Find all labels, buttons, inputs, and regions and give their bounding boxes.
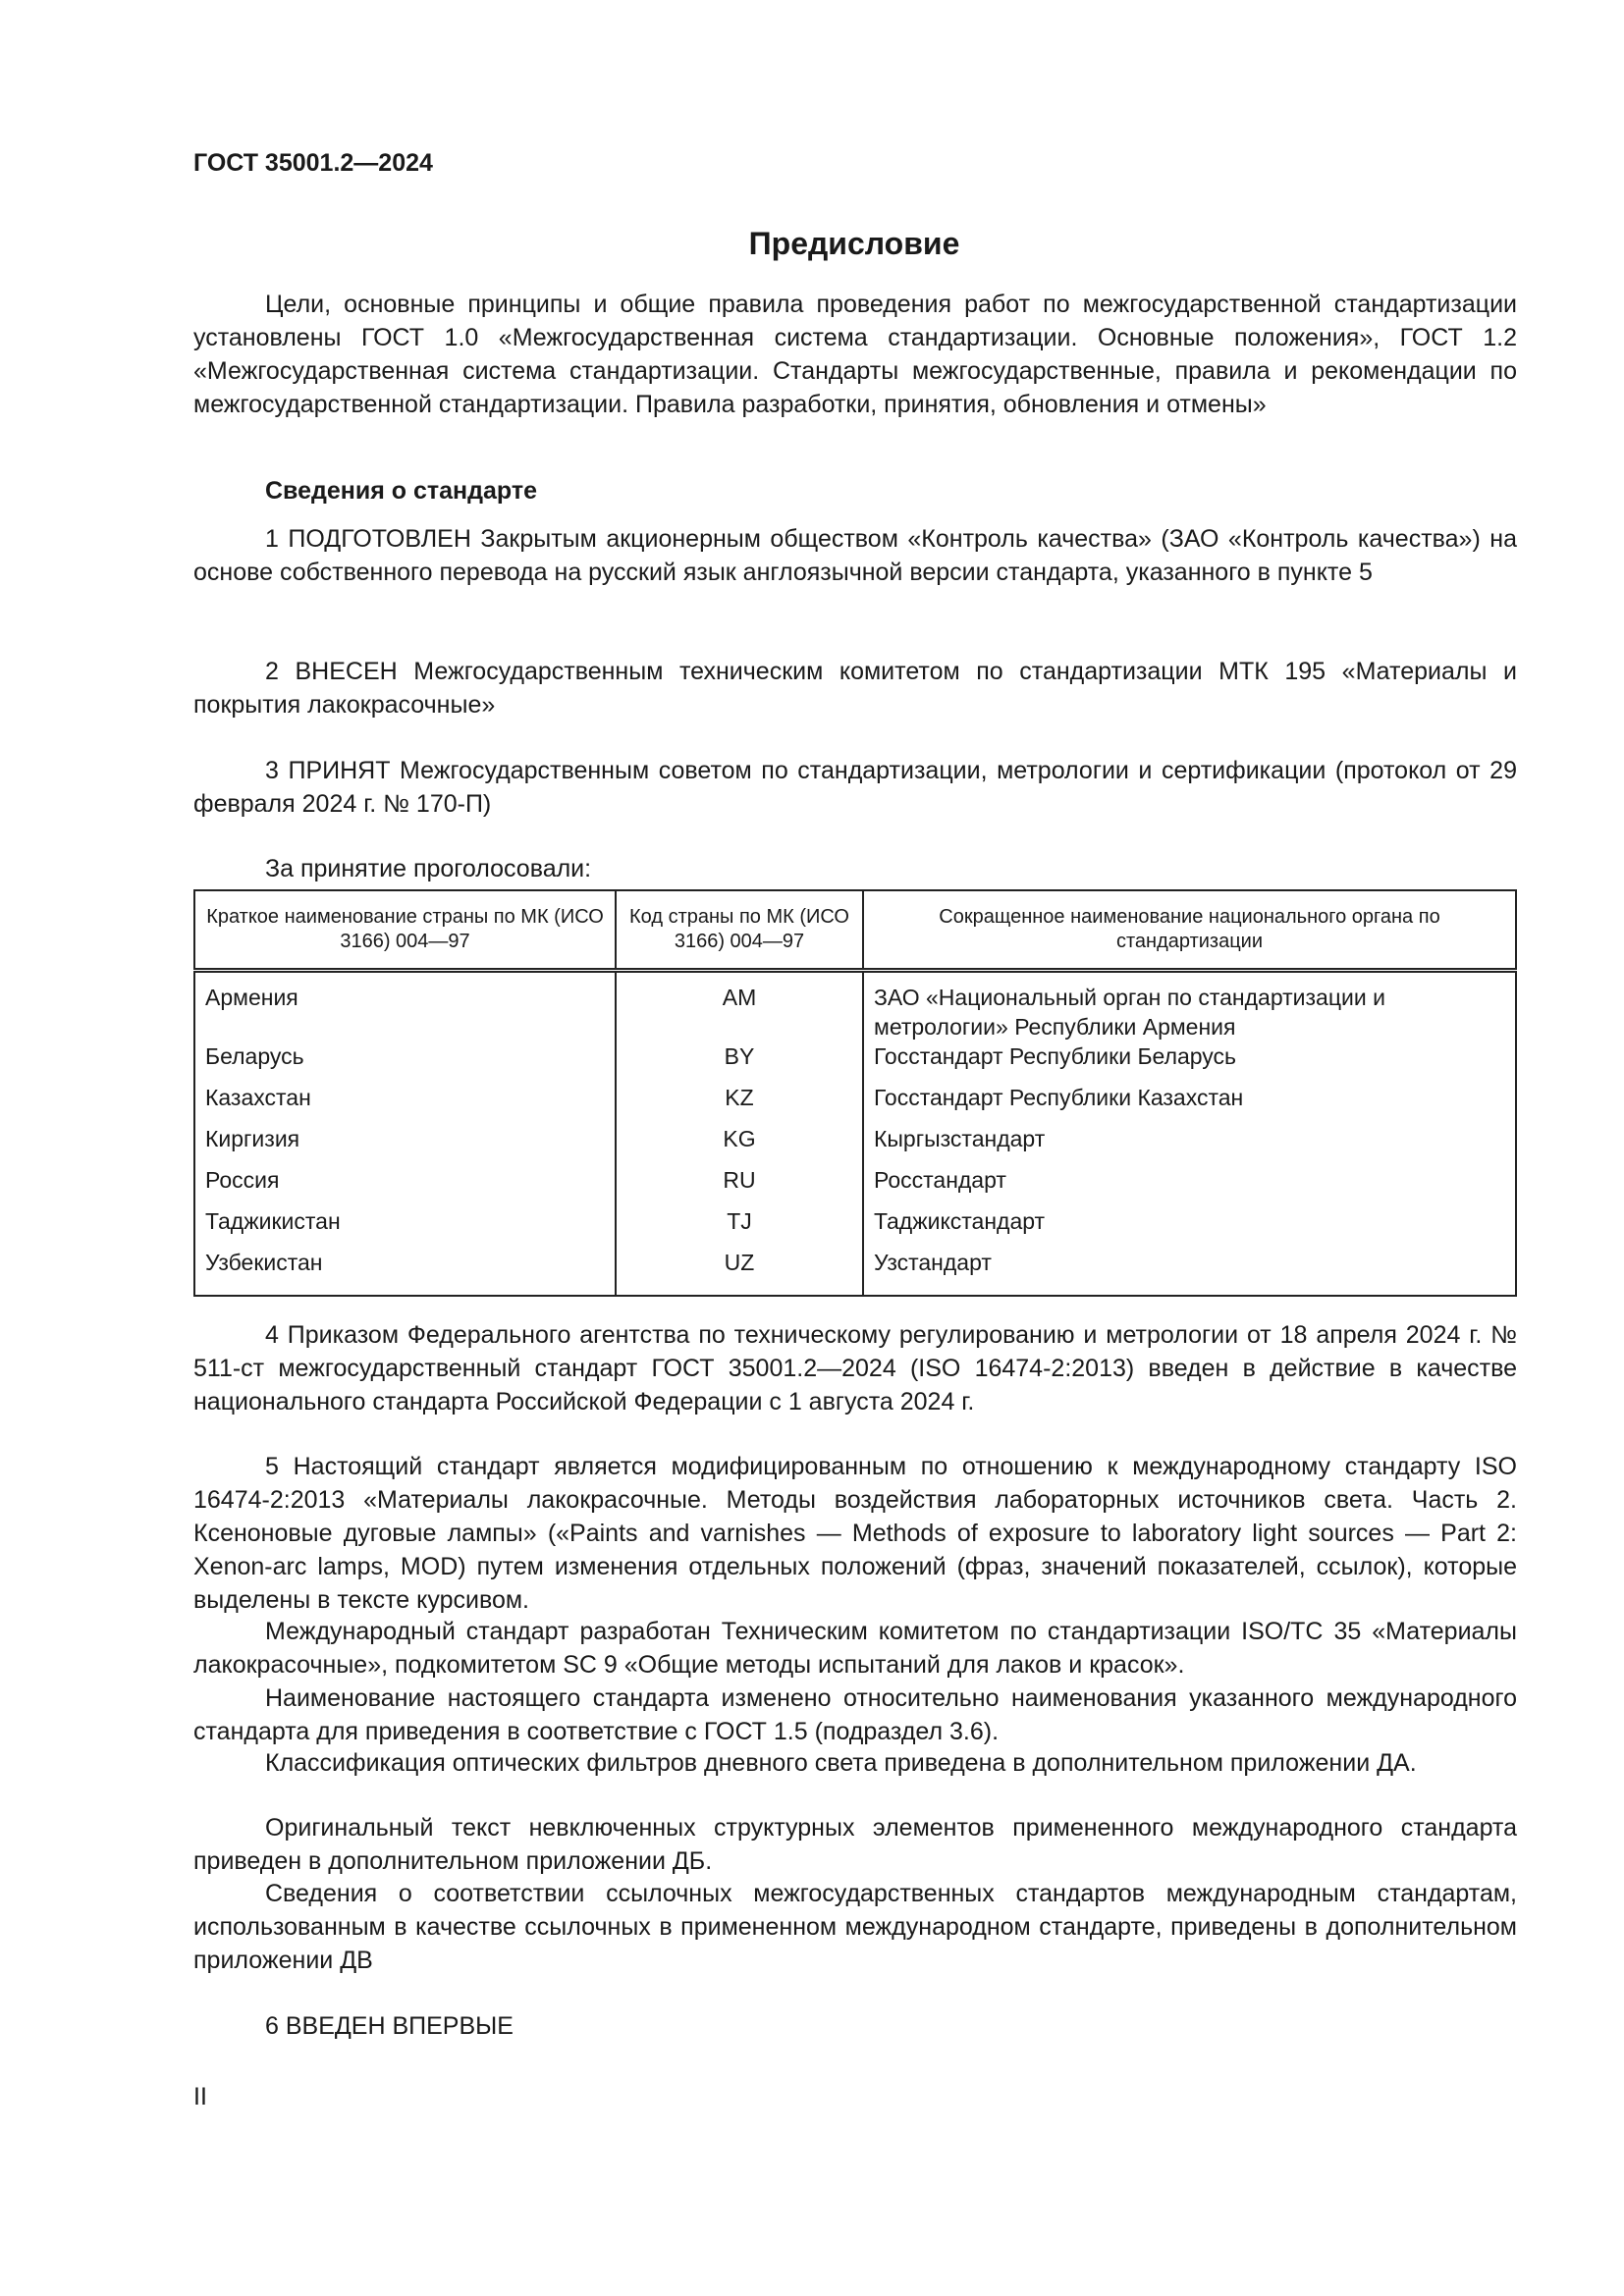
table-row <box>194 1248 1516 1296</box>
column-header: Краткое наименование страны по МК (ИСО 3166) 004—97 <box>194 890 616 971</box>
table-row <box>194 1041 1516 1083</box>
national-body: Росстандарт <box>863 1165 1516 1206</box>
vote-label: За принятие проголосовали: <box>265 855 592 882</box>
national-body: Узстандарт <box>863 1248 1516 1296</box>
country-code: AM <box>616 971 863 1042</box>
item-4: 4 Приказом Федерального агентства по техническому регулированию и метрологии от 18 апреля 2024 г. № 511-ст межгосударственный стандарт ГОСТ 35001.2—2024 (ISO 16474-2:2013) введен в действие в качестве национального стандарта Российской Федерации с 1 августа 2024 г. <box>193 1321 1517 1415</box>
country-name: Киргизия <box>194 1124 616 1165</box>
table-row <box>194 971 1516 1042</box>
item-1: 1 ПОДГОТОВЛЕН Закрытым акционерным обществом «Контроль качества» (ЗАО «Контроль качества») на основе собственного перевода на русский язык англоязычной версии стандарта, указанного в пункте 5 <box>193 525 1517 586</box>
page-title: Предисловие <box>748 226 960 261</box>
item-5-classification: Классификация оптических фильтров дневного света приведена в дополнительном приложении ДА. <box>265 1749 1417 1777</box>
intro-paragraph: Цели, основные принципы и общие правила проведения работ по межгосударственной стандартизации установлены ГОСТ 1.0 «Межгосударственная система стандартизации. Основные положения», ГОСТ 1.2 «Межгосударственная система стандартизации. Стандарты межгосударственные, правила и рекомендации по межгосударственной стандартизации. Правила разработки, принятия, обновления и отмены» <box>193 291 1517 418</box>
column-header: Код страны по МК (ИСО 3166) 004—97 <box>616 890 863 971</box>
table-row <box>194 1206 1516 1248</box>
national-body: Госстандарт Республики Беларусь <box>863 1041 1516 1083</box>
national-body: Таджикстандарт <box>863 1206 1516 1248</box>
item-5-committee: Международный стандарт разработан Техническим комитетом по стандартизации ISO/TC 35 «Материалы лакокрасочные», подкомитетом SC 9 «Общие методы испытаний для лаков и красок». <box>193 1618 1517 1679</box>
country-code: UZ <box>616 1248 863 1296</box>
item-5-name-change: Наименование настоящего стандарта изменено относительно наименования указанного международного стандарта для приведения в соответствие с ГОСТ 1.5 (подраздел 3.6). <box>193 1684 1517 1745</box>
voting-table <box>193 889 1517 1297</box>
item-6: 6 ВВЕДЕН ВПЕРВЫЕ <box>265 2012 514 2040</box>
national-body: ЗАО «Национальный орган по стандартизации и метрологии» Республики Армения <box>863 971 1516 1042</box>
item-5-references: Сведения о соответствии ссылочных межгосударственных стандартов международным стандартам, использованным в качестве ссылочных в примененном международном стандарте, приведены в дополнительном приложении ДВ <box>193 1880 1517 1974</box>
item-5: 5 Настоящий стандарт является модифицированным по отношению к международному стандарту ISO 16474-2:2013 «Материалы лакокрасочные. Методы воздействия лабораторных источников света. Часть 2. Ксеноновые дуговые лампы» («Paints and varnishes — Methods of exposure to laboratory light sources — Part 2: Xenon-arc lamps, MOD) путем изменения отдельных положений (фраз, значений показателей, ссылок), которые выделены в тексте курсивом. <box>193 1453 1517 1614</box>
national-body: Кыргызстандарт <box>863 1124 1516 1165</box>
table-header-row <box>194 890 1516 971</box>
country-code: KZ <box>616 1083 863 1124</box>
item-3: 3 ПРИНЯТ Межгосударственным советом по стандартизации, метрологии и сертификации (протокол от 29 февраля 2024 г. № 170-П) <box>193 757 1517 818</box>
item-5-original-text: Оригинальный текст невключенных структурных элементов примененного международного стандарта приведен в дополнительном приложении ДБ. <box>193 1814 1517 1875</box>
country-code: BY <box>616 1041 863 1083</box>
country-code: KG <box>616 1124 863 1165</box>
column-header: Сокращенное наименование национального органа по стандартизации <box>863 890 1516 971</box>
section-heading: Сведения о стандарте <box>265 477 538 505</box>
country-name: Беларусь <box>194 1041 616 1083</box>
item-2: 2 ВНЕСЕН Межгосударственным техническим комитетом по стандартизации МТК 195 «Материалы и покрытия лакокрасочные» <box>193 658 1517 719</box>
document-number: ГОСТ 35001.2—2024 <box>193 149 433 177</box>
table-row <box>194 1165 1516 1206</box>
country-name: Узбекистан <box>194 1248 616 1296</box>
country-name: Таджикистан <box>194 1206 616 1248</box>
country-name: Армения <box>194 971 616 1042</box>
country-code: RU <box>616 1165 863 1206</box>
country-name: Казахстан <box>194 1083 616 1124</box>
national-body: Госстандарт Республики Казахстан <box>863 1083 1516 1124</box>
table-row <box>194 1124 1516 1165</box>
table-row <box>194 1083 1516 1124</box>
page-number: II <box>193 2083 207 2110</box>
country-name: Россия <box>194 1165 616 1206</box>
country-code: TJ <box>616 1206 863 1248</box>
